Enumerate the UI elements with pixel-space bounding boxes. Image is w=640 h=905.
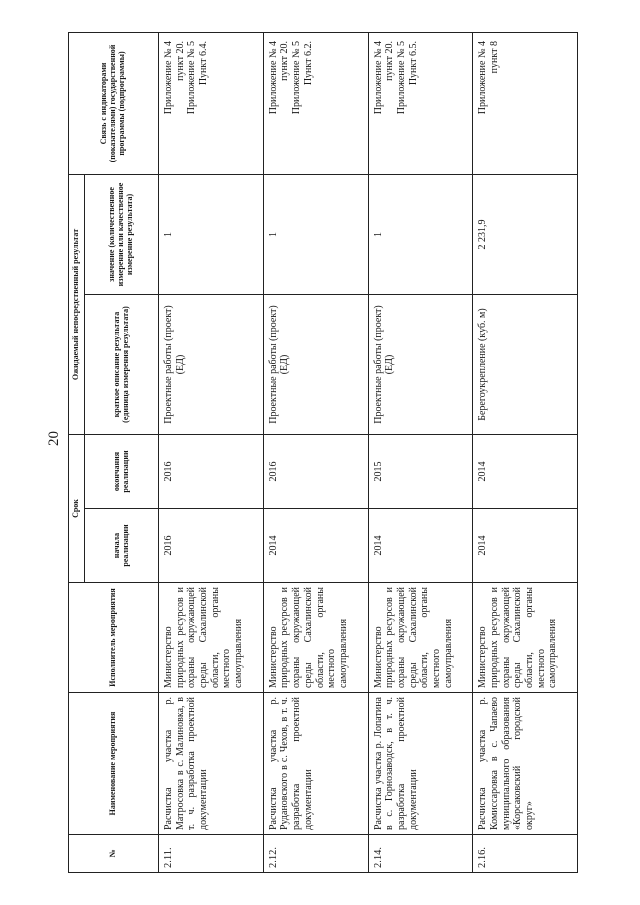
- row-end: 2016: [159, 435, 264, 509]
- row-end: 2014: [473, 435, 578, 509]
- row-links: [159, 33, 264, 175]
- header-result-desc: краткое описание результата (единица измерения результата): [85, 295, 159, 435]
- row-num: 2.12.: [263, 835, 368, 873]
- rotated-table-page: [68, 33, 578, 873]
- table-row: [263, 33, 368, 873]
- row-result-value: 1: [263, 175, 368, 295]
- link-line: Пункт 6.5.: [407, 41, 419, 86]
- row-num: 2.11.: [159, 835, 264, 873]
- link-line: Приложение № 5: [186, 41, 198, 115]
- table-row: [473, 33, 578, 873]
- row-result-value: 1: [368, 175, 473, 295]
- link-line: пункт 20.: [174, 41, 186, 81]
- page-number: 20: [46, 431, 62, 446]
- header-name: Наименование мероприятия: [69, 693, 159, 835]
- row-executor: Министерство природных ресурсов и охраны окружающей среды Сахалинской области, органы местного самоуправления: [263, 583, 368, 693]
- row-num: 2.14.: [368, 835, 473, 873]
- row-executor: Министерство природных ресурсов и охраны окружающей среды Сахалинской области, органы местного самоуправления: [473, 583, 578, 693]
- row-links: [263, 33, 368, 175]
- header-result-value: значение (количественное измерение или качественное измерение результата): [85, 175, 159, 295]
- link-line: Приложение № 4: [163, 41, 174, 115]
- header-links: Связь с индикаторами (показателями) государственной программы (подпрограммы): [69, 33, 159, 175]
- link-line: Пункт 6.4.: [198, 41, 210, 86]
- measures-table: [68, 32, 578, 873]
- link-line: Приложение № 5: [291, 41, 303, 115]
- header-result: Ожидаемый непосредственный результат: [69, 175, 85, 435]
- row-name: Расчистка участка р. Комиссаровка в с. Чапаево муниципального образования «Корсаковский городской округ»: [473, 693, 578, 835]
- row-result-desc: Берегоукрепление (куб. м): [473, 295, 578, 435]
- row-links: [473, 33, 578, 175]
- row-end: 2015: [368, 435, 473, 509]
- row-result-desc: Проектные работы (проект) (ЕД): [159, 295, 264, 435]
- row-start: 2014: [473, 509, 578, 583]
- row-num: 2.16.: [473, 835, 578, 873]
- row-start: 2016: [159, 509, 264, 583]
- row-result-value: 2 231,9: [473, 175, 578, 295]
- link-line: Приложение № 4: [267, 41, 279, 115]
- header-end: окончания реализации: [85, 435, 159, 509]
- link-line: пункт 20.: [279, 41, 291, 81]
- link-line: пункт 8: [488, 41, 500, 74]
- row-start: 2014: [263, 509, 368, 583]
- header-start: начала реализации: [85, 509, 159, 583]
- row-end: 2016: [263, 435, 368, 509]
- row-executor: Министерство природных ресурсов и охраны окружающей среды Сахалинской области, органы местного самоуправления: [368, 583, 473, 693]
- link-line: Пункт 6.2.: [302, 41, 314, 86]
- row-executor: Министерство природных ресурсов и охраны окружающей среды Сахалинской области, органы местного самоуправления: [159, 583, 264, 693]
- row-name: Расчистка участка р. Лопатина в с. Горнозаводск, в т. ч. разработка проектной документации: [368, 693, 473, 835]
- link-line: пункт 20.: [384, 41, 396, 81]
- row-links: [368, 33, 473, 175]
- link-line: Приложение № 4: [372, 41, 384, 115]
- row-name: Расчистка участка р. Матросовка в с. Малиновка, в т. ч. разработка проектной документации: [159, 693, 264, 835]
- row-result-value: 1: [159, 175, 264, 295]
- header-executor: Исполнитель мероприятия: [69, 583, 159, 693]
- row-name: Расчистка участка р. Рудановского в с. Чехов, в т. ч. разработка проектной документации: [263, 693, 368, 835]
- link-line: Приложение № 5: [395, 41, 407, 115]
- link-line: Приложение № 4: [477, 41, 489, 115]
- row-result-desc: Проектные работы (проект) (ЕД): [263, 295, 368, 435]
- header-term: Срок: [69, 435, 85, 583]
- table-row: [159, 33, 264, 873]
- row-start: 2014: [368, 509, 473, 583]
- table-row: [368, 33, 473, 873]
- header-num: №: [69, 835, 159, 873]
- row-result-desc: Проектные работы (проект) (ЕД): [368, 295, 473, 435]
